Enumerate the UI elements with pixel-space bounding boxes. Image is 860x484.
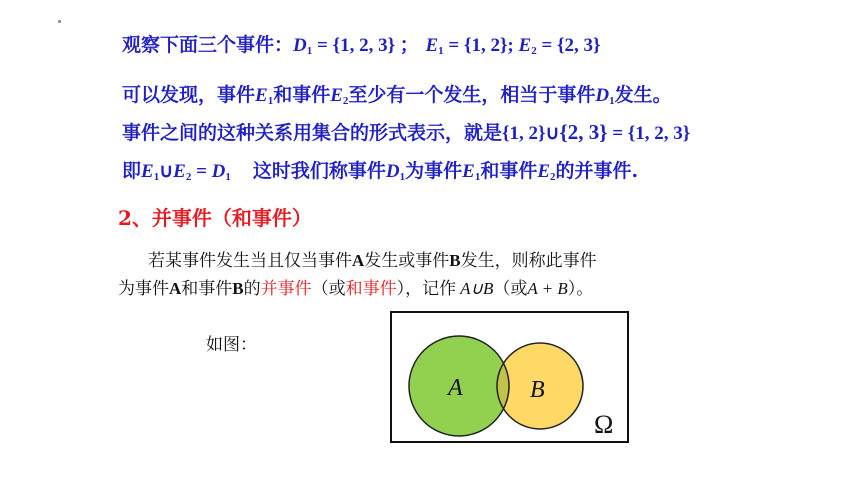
discovery-text-a: 可以发现，事件 — [122, 84, 256, 106]
event-b-letter: B — [449, 251, 461, 270]
union-definition-line — [122, 156, 638, 183]
d1-subscript: 1 — [306, 45, 313, 57]
d1-subscript: 1 — [609, 95, 615, 107]
def2-text-e: ），记作 — [396, 279, 457, 299]
set-relation-line — [122, 118, 690, 145]
e1-subscript: 1 — [153, 171, 160, 183]
d1-subscript: 1 — [399, 171, 406, 183]
set-relation-text: 事件之间的这种关系用集合的形式表示，就是 — [122, 122, 503, 144]
discovery-line — [122, 80, 672, 107]
e1-symbol: E — [425, 35, 439, 56]
def2-text-f: （或 — [493, 279, 528, 299]
d1-set: = {1, 2, 3} ； — [312, 35, 419, 56]
union-event-term: 并事件 — [260, 279, 312, 299]
union-text-a: 即 — [122, 160, 142, 182]
observe-events-line — [122, 30, 601, 57]
union-notation: A∪B — [460, 279, 494, 298]
circle-b-label: B — [530, 377, 545, 403]
equals-sign: = — [191, 161, 212, 182]
e2-symbol: E — [518, 35, 532, 56]
e2-subscript: 2 — [531, 45, 537, 57]
definition-line-1 — [148, 246, 597, 271]
d1-symbol: D — [595, 85, 610, 106]
e1-subscript: 1 — [474, 171, 481, 183]
event-b-letter: B — [232, 279, 244, 298]
union-symbol: ∪ — [159, 161, 174, 182]
set-2-3: {2, 3} — [559, 120, 608, 144]
def-text-b: 发生或事件 — [364, 251, 450, 271]
def2-text-a: 为事件 — [118, 279, 169, 299]
slide-marker-dot — [58, 20, 61, 23]
union-text-d: 和事件 — [480, 160, 538, 182]
d1-symbol: D — [385, 161, 400, 182]
e2-symbol: E — [537, 161, 551, 182]
discovery-text-c: 至少有一个发生，相当于事件 — [348, 84, 596, 106]
union-text-b: 这时我们称事件 — [252, 160, 386, 182]
d1-subscript: 1 — [225, 171, 231, 183]
universe-omega-label: Ω — [594, 410, 614, 439]
e1-symbol: E — [462, 161, 475, 182]
def2-text-b: 和事件 — [181, 279, 233, 299]
union-text-e: 的并事件. — [555, 160, 639, 182]
sum-notation: A + B — [527, 279, 568, 298]
union-symbol: ∪ — [545, 123, 560, 144]
observe-text: 观察下面三个事件： — [122, 34, 294, 56]
discovery-text-b: 和事件 — [273, 84, 331, 106]
event-a-letter: A — [169, 279, 182, 298]
set-result: = {1, 2, 3} — [607, 123, 691, 144]
def2-text-g: ）。 — [567, 279, 594, 299]
d1-symbol: D — [211, 161, 226, 182]
def2-text-d: （或 — [311, 279, 346, 299]
event-a-letter: A — [352, 251, 365, 270]
figure-label: 如图： — [206, 335, 257, 355]
e1-subscript: 1 — [438, 45, 444, 57]
e1-set: = {1, 2}; — [443, 35, 519, 56]
e2-subscript: 2 — [185, 171, 192, 183]
circle-a-label: A — [448, 375, 463, 401]
union-text-c: 为事件 — [405, 160, 463, 182]
def-text-a: 若某事件发生当且仅当事件 — [148, 251, 352, 271]
d1-symbol: D — [293, 35, 307, 56]
e1-symbol: E — [255, 85, 268, 106]
e2-subscript: 2 — [550, 171, 556, 183]
venn-diagram-frame — [390, 311, 629, 443]
sum-event-term: 和事件 — [345, 279, 397, 299]
venn-diagram — [392, 313, 627, 441]
def2-text-c: 的 — [243, 279, 261, 299]
e2-set: = {2, 3} — [536, 35, 601, 56]
e2-symbol: E — [330, 85, 343, 106]
e1-subscript: 1 — [267, 95, 274, 107]
definition-line-2 — [118, 274, 593, 299]
section-heading: 2、并事件（和事件） — [118, 206, 312, 230]
e2-symbol: E — [173, 161, 186, 182]
e1-symbol: E — [141, 161, 154, 182]
set-1-2: {1, 2} — [502, 123, 546, 144]
discovery-text-d: 发生。 — [614, 84, 672, 106]
def-text-c: 发生，则称此事件 — [460, 251, 597, 271]
e2-subscript: 2 — [342, 95, 349, 107]
